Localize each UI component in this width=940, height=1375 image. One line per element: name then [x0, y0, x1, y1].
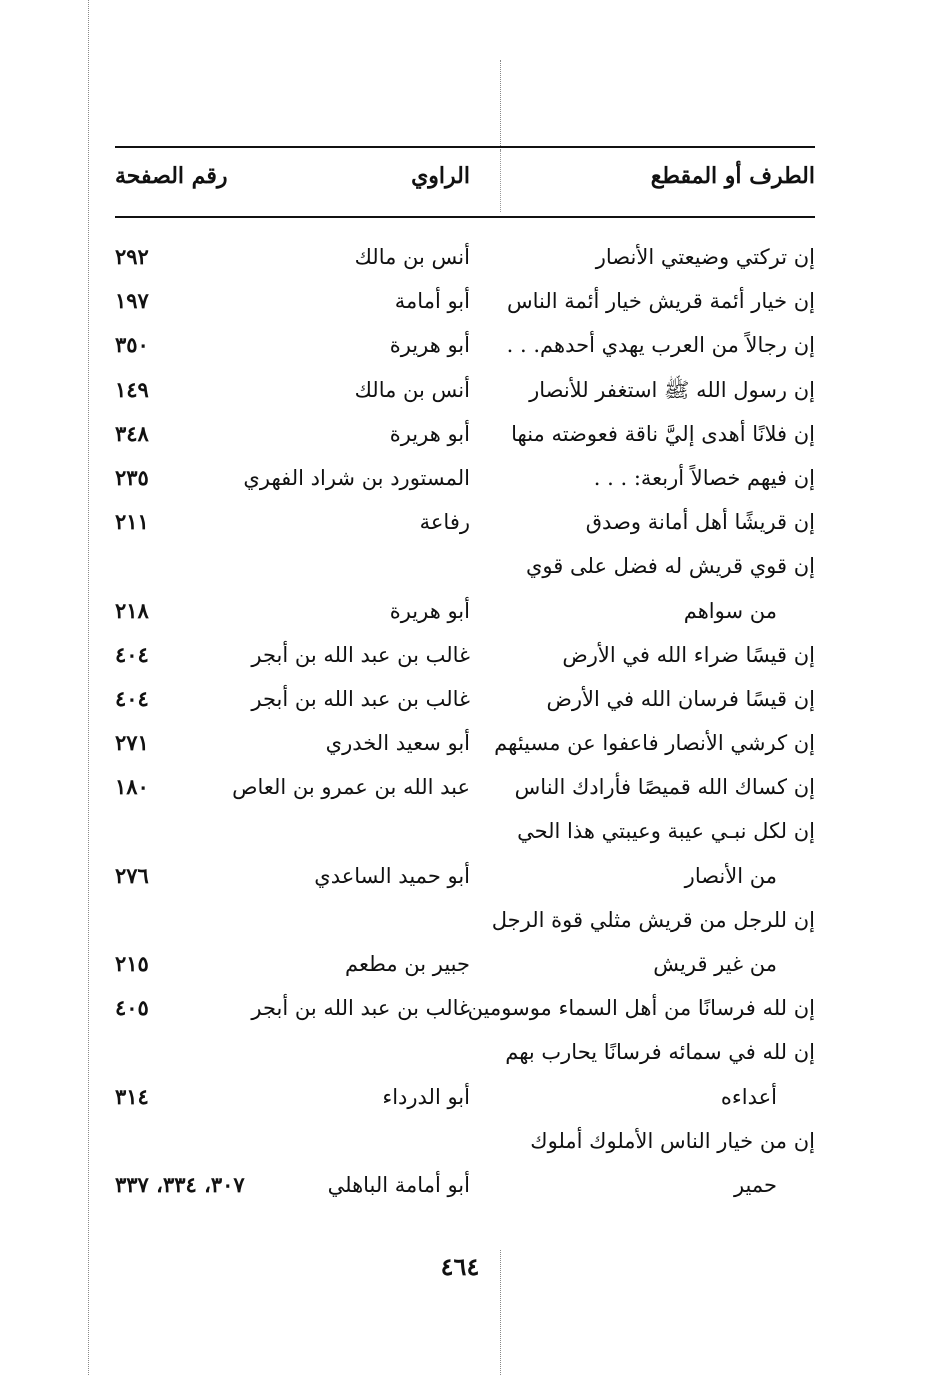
row-narrator: أبو هريرة	[389, 333, 470, 358]
scan-center-line-bottom	[500, 1250, 501, 1375]
row-page-number: ٤٠٥	[115, 995, 149, 1021]
row-page-number: ٤٠٤	[115, 685, 149, 711]
row-page-number: ٢٧٦	[115, 862, 149, 888]
row-page-number: ٢٣٥	[115, 464, 149, 490]
table-row	[0, 1076, 940, 1120]
table-top-rule	[115, 146, 815, 148]
header-narrator-column: الراوي	[411, 163, 470, 189]
row-page-number: ٢١١	[115, 509, 149, 535]
table-row	[0, 899, 940, 943]
table-row	[0, 413, 940, 457]
row-page-number: ٢١٥	[115, 951, 149, 976]
row-narrator: رفاعة	[419, 510, 470, 535]
table-row	[0, 678, 940, 722]
row-narrator: أبو سعيد الخدري	[325, 731, 470, 756]
table-row	[0, 324, 940, 368]
table-row	[0, 457, 940, 501]
table-row	[0, 280, 940, 324]
table-row	[0, 1164, 940, 1208]
row-text: إن من خيار الناس الأملوك أملوك	[530, 1128, 815, 1153]
table-row	[0, 369, 940, 413]
row-text: حمير	[733, 1172, 777, 1197]
row-text: من سواهم	[683, 598, 777, 623]
row-page-number: ١٩٧	[115, 288, 149, 314]
row-text: إن قيسًا فرسان الله في الأرض	[546, 686, 815, 711]
row-text: إن قيسًا ضراء الله في الأرض	[562, 642, 815, 667]
row-narrator: أبو هريرة	[389, 421, 470, 446]
index-table-body	[0, 236, 940, 1208]
table-row	[0, 545, 940, 589]
header-text-column: الطرف أو المقطع	[650, 163, 815, 189]
table-header-rule	[115, 216, 815, 218]
table-row	[0, 766, 940, 810]
row-text: من الأنصار	[684, 863, 777, 888]
row-narrator: أبو الدرداء	[382, 1084, 470, 1109]
row-text: إن قوي قريش له فضل على قوي	[526, 554, 815, 579]
row-page-number: ٣١٤	[115, 1083, 149, 1109]
row-text: إن للرجل من قريش مثلي قوة الرجل	[491, 907, 815, 932]
row-text: إن رسول الله ﷺ استغفر للأنصار	[529, 377, 815, 402]
row-narrator: جبير بن مطعم	[344, 952, 470, 976]
row-narrator: أبو أمامة	[394, 289, 470, 314]
row-narrator: عبد الله بن عمرو بن العاص	[232, 775, 470, 800]
table-row	[0, 634, 940, 678]
table-row	[0, 1031, 940, 1075]
row-text: أعداءه	[720, 1084, 777, 1109]
row-page-number: ٣٤٨	[115, 420, 149, 446]
row-page-number: ١٤٩	[115, 376, 149, 402]
row-text: إن كرشي الأنصار فاعفوا عن مسيئهم	[494, 731, 815, 756]
row-narrator: غالب بن عبد الله بن أبجر	[251, 642, 470, 667]
row-narrator: أنس بن مالك	[354, 245, 470, 269]
row-text: إن فيهم خصالاً أربعة: . . .	[593, 465, 815, 490]
row-page-number: ٢١٨	[115, 597, 149, 623]
row-text: إن فلانًا أهدى إليَّ ناقة فعوضته منها	[511, 421, 815, 446]
row-narrator: أبو حميد الساعدي	[314, 863, 470, 888]
row-page-number: ٣٠٧، ٣٣٤، ٣٣٧	[115, 1171, 245, 1197]
row-text: إن خيار أئمة قريش خيار أئمة الناس	[506, 289, 815, 314]
row-narrator: غالب بن عبد الله بن أبجر	[251, 686, 470, 711]
row-narrator: أنس بن مالك	[354, 377, 470, 402]
row-text: من غير قريش	[653, 952, 777, 976]
row-text: إن قريشًا أهل أمانة وصدق	[585, 510, 815, 535]
row-page-number: ١٨٠	[115, 774, 149, 800]
row-narrator: غالب بن عبد الله بن أبجر	[251, 996, 470, 1021]
table-row	[0, 855, 940, 899]
table-row	[0, 590, 940, 634]
row-narrator: أبو هريرة	[389, 598, 470, 623]
row-narrator: المستورد بن شراد الفهري	[243, 465, 470, 490]
row-text: إن تركتي وضيعتي الأنصار	[595, 245, 815, 269]
row-page-number: ٢٧١	[115, 730, 149, 756]
row-text: إن لله في سمائه فرسانًا يحارب بهم	[505, 1040, 815, 1065]
page-number: ٤٦٤	[440, 1252, 480, 1281]
table-row	[0, 1120, 940, 1164]
row-page-number: ٣٥٠	[115, 332, 149, 358]
table-row	[0, 501, 940, 545]
row-page-number: ٤٠٤	[115, 641, 149, 667]
table-row	[0, 810, 940, 854]
row-narrator: أبو أمامة الباهلي	[327, 1172, 470, 1197]
table-row	[0, 722, 940, 766]
row-text: إن رجالاً من العرب يهدي أحدهم. . .	[506, 333, 815, 358]
header-page-column: رقم الصفحة	[115, 163, 228, 189]
row-text: إن لكل نبـي عيبة وعيبتي هذا الحي	[517, 819, 815, 844]
row-page-number: ٢٩٢	[115, 244, 149, 269]
table-row	[0, 236, 940, 280]
row-text: إن كساك الله قميصًا فأرادك الناس	[514, 775, 815, 800]
table-row	[0, 943, 940, 987]
table-row	[0, 987, 940, 1031]
row-text: إن لله فرسانًا من أهل السماء موسومين	[467, 996, 815, 1021]
header-column-separator	[500, 150, 501, 212]
